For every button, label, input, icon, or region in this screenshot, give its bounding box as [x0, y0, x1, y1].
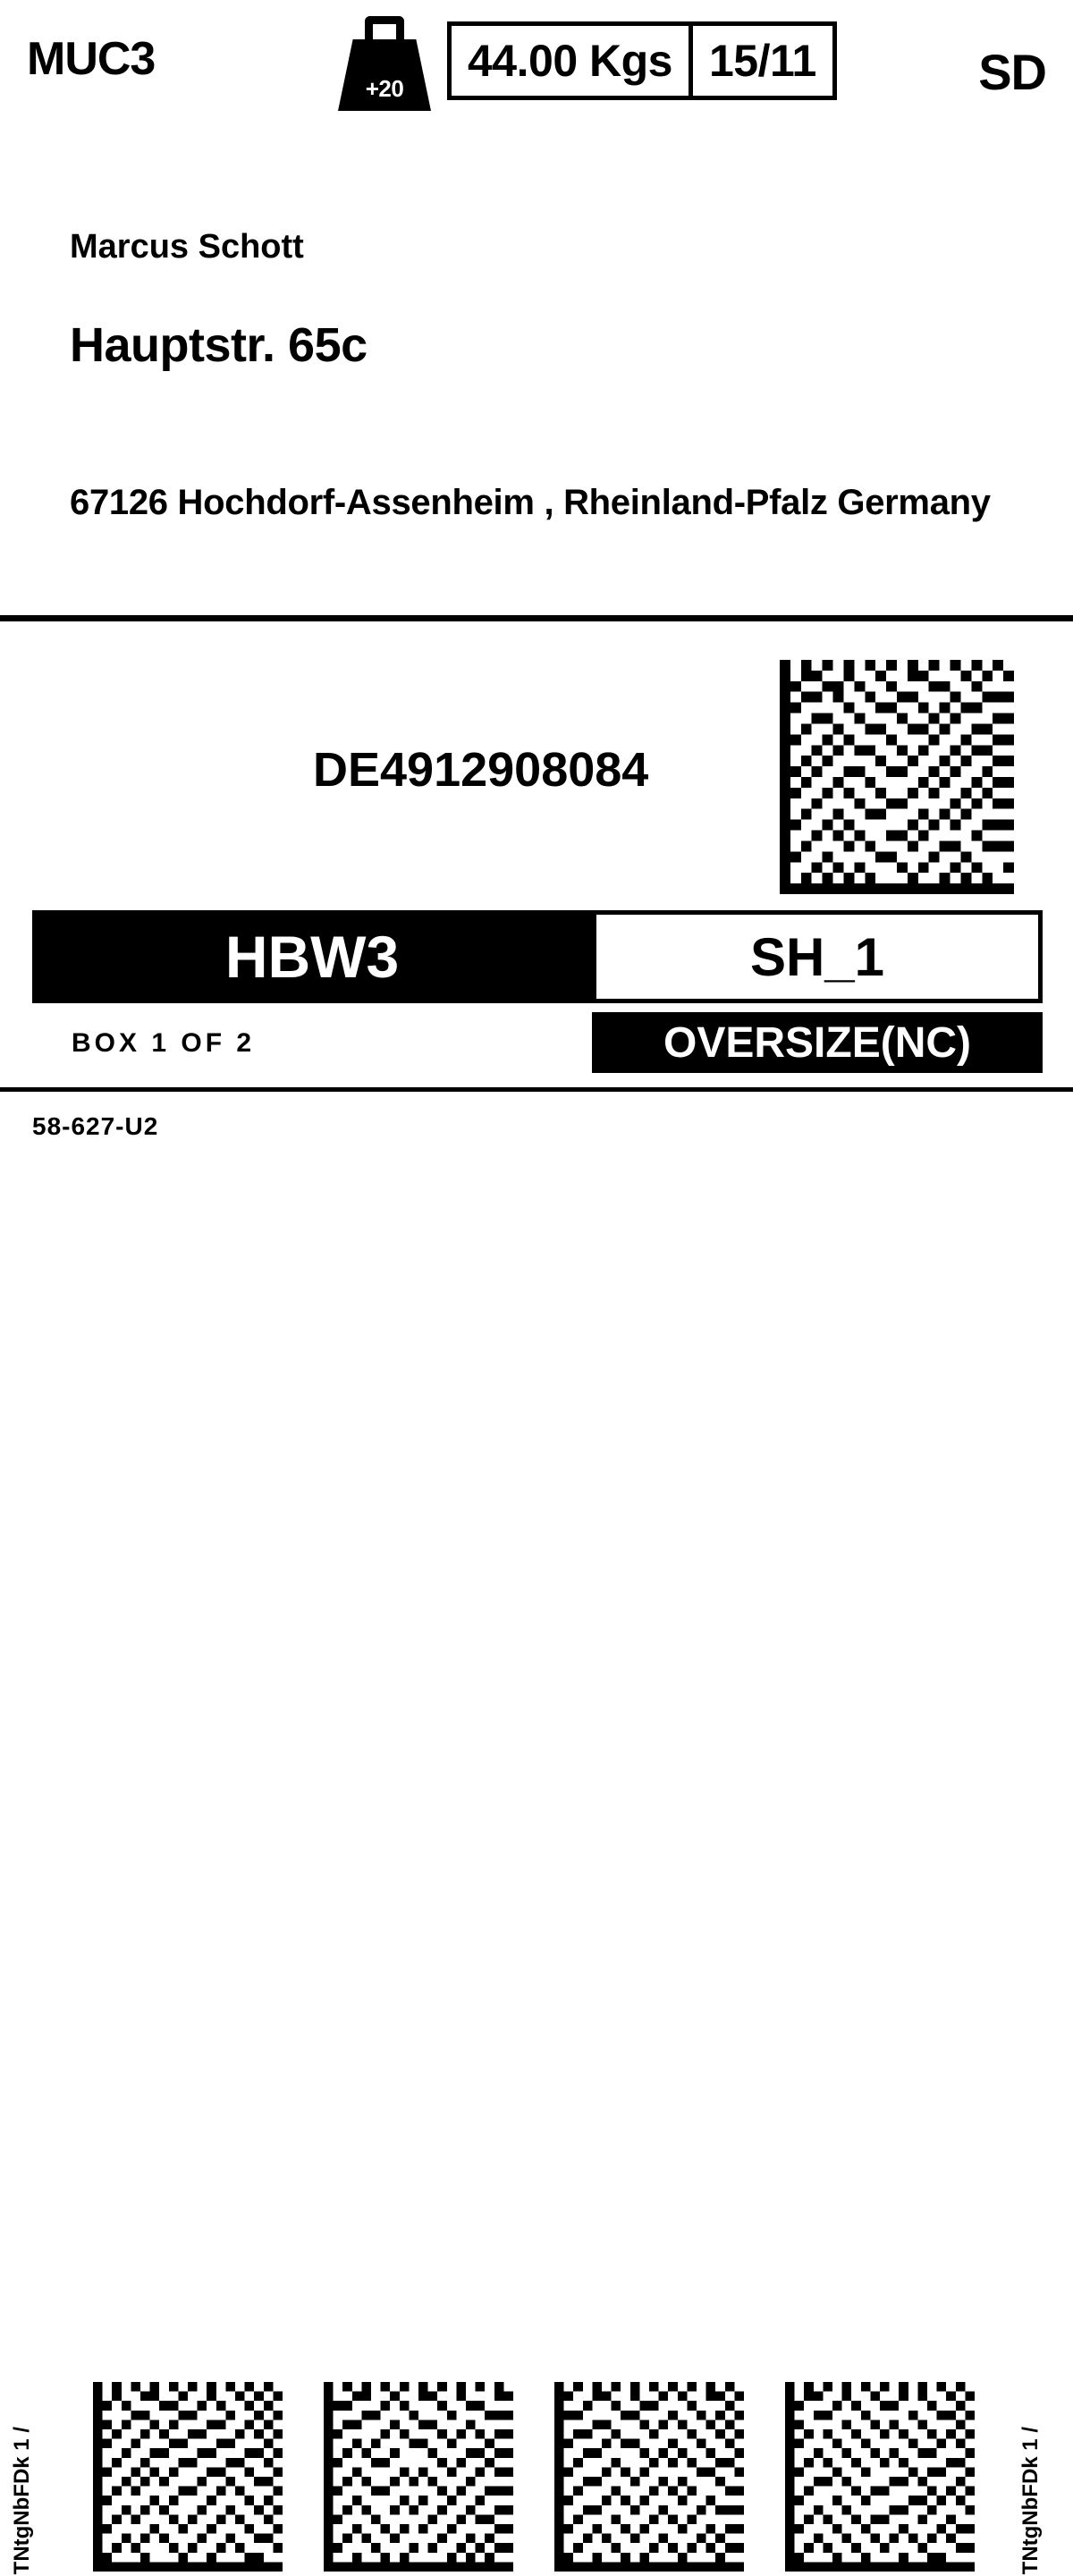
oversize-badge: OVERSIZE(NC) — [592, 1012, 1043, 1073]
label-header — [27, 9, 1046, 116]
divider-top — [0, 615, 1073, 621]
side-label-left — [11, 2427, 33, 2574]
datamatrix-barcode-icon — [93, 2382, 283, 2572]
box-count: BOX 1 OF 2 — [72, 1028, 256, 1058]
sort-zone-band: HBW3 — [32, 910, 592, 1003]
datamatrix-barcode-icon — [780, 660, 1014, 894]
side-label-right-sub: 1 / — [1018, 2427, 1043, 2451]
side-label-right-text: TNtgNbFDk — [1018, 2456, 1043, 2575]
kettlebell-handle — [365, 16, 404, 43]
datamatrix-barcode-icon — [324, 2382, 513, 2572]
recipient-city-region-country: 67126 Hochdorf-Assenheim , Rheinland-Pfalz Germany — [70, 483, 991, 522]
barcode-strip — [0, 1182, 1073, 2575]
divider-bottom — [0, 1087, 1073, 1092]
side-label-left-text: TNtgNbFDk — [10, 2456, 34, 2575]
weight-icon-label: +20 — [365, 75, 404, 102]
stack-id-band: SH_1 — [592, 910, 1043, 1003]
side-label-right — [1019, 2427, 1042, 2574]
datamatrix-barcode-icon — [554, 2382, 744, 2572]
recipient-name: Marcus Schott — [70, 228, 304, 266]
package-weight: 44.00 Kgs — [468, 36, 672, 86]
service-code: SD — [978, 44, 1046, 100]
station-code: MUC3 — [27, 33, 156, 85]
recipient-street: Hauptstr. 65c — [70, 318, 368, 372]
weight-date-box — [447, 21, 837, 100]
tracking-id: DE4912908084 — [313, 743, 649, 797]
side-label-left-sub: 1 / — [10, 2427, 34, 2451]
route-code: 58-627-U2 — [32, 1112, 159, 1140]
datamatrix-barcode-icon — [785, 2382, 975, 2572]
weight-kettlebell-icon — [331, 16, 438, 114]
ship-date: 15/11 — [689, 26, 832, 96]
